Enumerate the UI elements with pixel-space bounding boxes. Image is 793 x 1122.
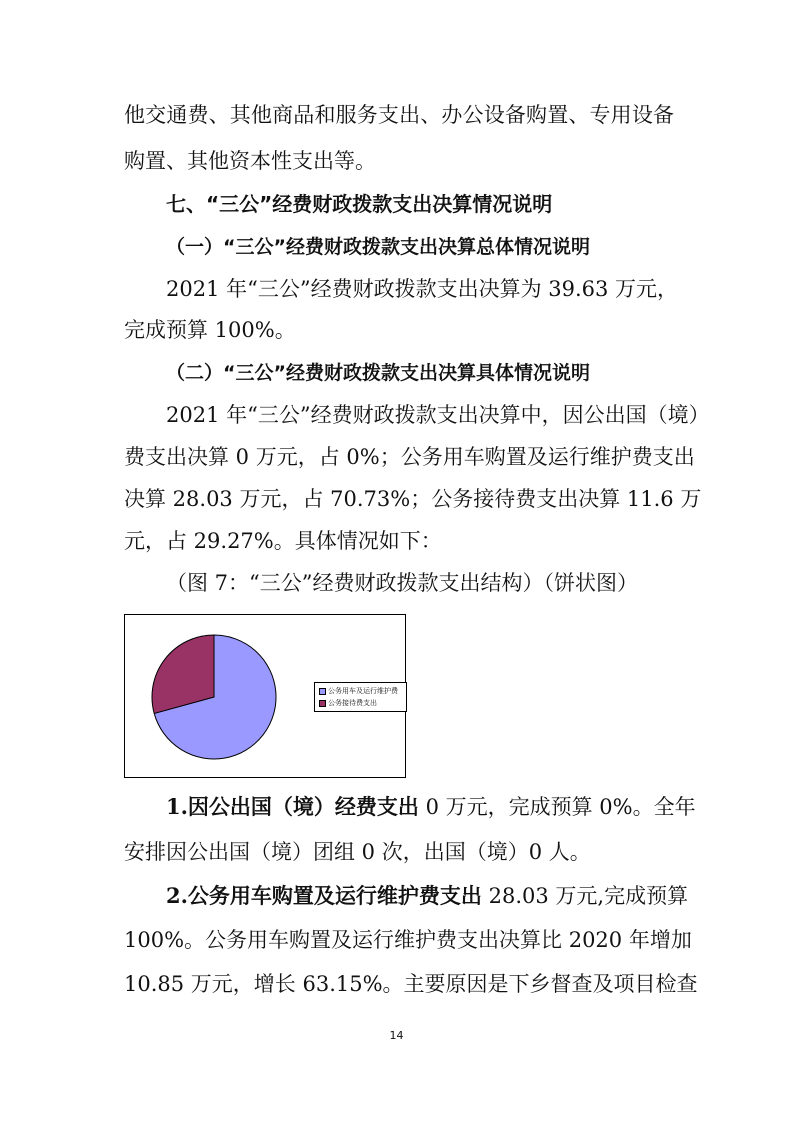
legend-swatch (319, 700, 326, 707)
legend-label: 公务用车及运行维护费 (328, 687, 398, 695)
paragraph-line: 2021 年“三公”经费财政拨款支出决算为 39.63 万元， (166, 277, 679, 301)
legend-label: 公务接待费支出 (328, 699, 377, 707)
paragraph-line: 完成预算 100%。 (124, 318, 296, 342)
item-heading: 2.公务用车购置及运行维护费支出 (166, 883, 482, 908)
item-text: 28.03 万元,完成预算 (481, 884, 689, 908)
paragraph-line (166, 793, 696, 821)
item-heading: 1.因公出国（境）经费支出 (166, 794, 419, 819)
page-number: 14 (389, 1029, 404, 1042)
paragraph-line: 他交通费、其他商品和服务支出、办公设备购置、专用设备 (124, 103, 674, 127)
chart-legend (314, 682, 407, 712)
paragraph-line: 决算 28.03 万元，占 70.73%；公务接待费支出决算 11.6 万 (124, 487, 702, 511)
legend-item (319, 698, 377, 708)
paragraph-line: 10.85 万元，增长 63.15%。主要原因是下乡督查及项目检查 (124, 972, 698, 996)
paragraph-line: 元，占 29.27%。具体情况如下： (124, 529, 442, 553)
figure-caption: （图 7：“三公”经费财政拨款支出结构）（饼状图） (166, 571, 639, 595)
paragraph-line: 100%。公务用车购置及运行维护费支出决算比 2020 年增加 (124, 928, 692, 952)
section-heading: 七、“三公”经费财政拨款支出决算情况说明 (166, 192, 553, 216)
subsection-heading: （一）“三公”经费财政拨款支出决算总体情况说明 (166, 236, 590, 258)
legend-item (319, 686, 398, 696)
paragraph-line: 2021 年“三公”经费财政拨款支出决算中，因公出国（境） (166, 403, 710, 427)
subsection-heading: （二）“三公”经费财政拨款支出决算具体情况说明 (166, 362, 590, 384)
paragraph-line (166, 882, 689, 910)
paragraph-line: 购置、其他资本性支出等。 (124, 149, 376, 173)
item-text: 0 万元，完成预算 0%。全年 (418, 795, 696, 819)
legend-swatch (319, 688, 326, 695)
paragraph-line: 费支出决算 0 万元，占 0%；公务用车购置及运行维护费支出 (124, 445, 695, 469)
paragraph-line: 安排因公出国（境）团组 0 次，出国（境）0 人。 (124, 840, 591, 864)
